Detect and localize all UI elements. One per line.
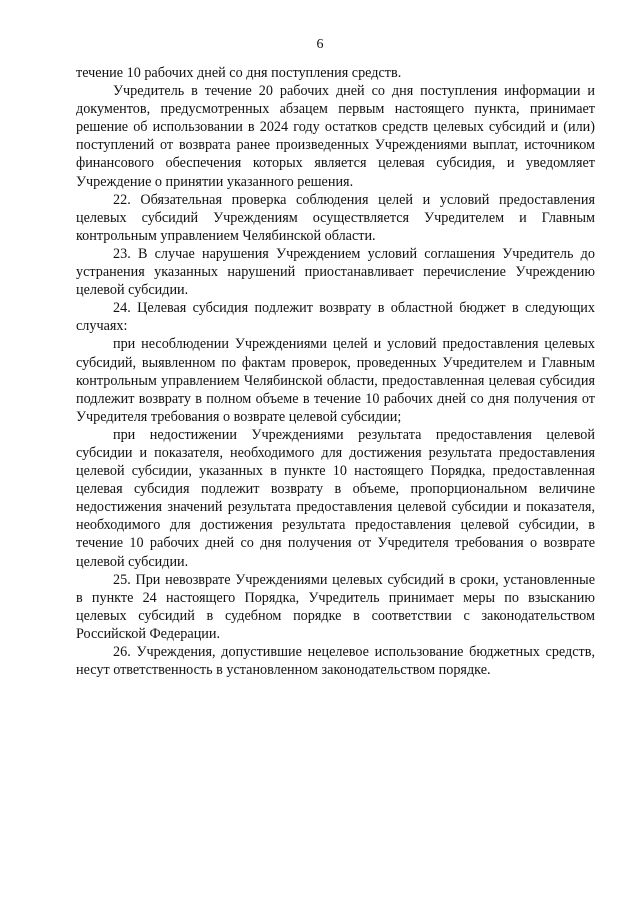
paragraph-23: 23. В случае нарушения Учреждением условий соглашения Учредитель до устранения указанных нарушений приостанавливает перечисление Учреждению целевой субсидии. bbox=[76, 245, 595, 299]
paragraph-24-case-1: при несоблюдении Учреждениями целей и условий предоставления целевых субсидий, выявленном по фактам проверок, проведенных Учредителем и Главным контрольным управлением Челябинской области, предоставленная целевая субсидия подлежит возврату в полном объеме в течение 10 рабочих дней со дня получения от Учредителя требования о возврате целевой субсидии; bbox=[76, 336, 595, 425]
document-body bbox=[76, 64, 595, 679]
paragraph-continuation: течение 10 рабочих дней со дня поступления средств. bbox=[76, 65, 402, 81]
paragraph-25: 25. При невозврате Учреждениями целевых субсидий в сроки, установленные в пункте 24 настоящего Порядка, Учредитель принимает меры по взысканию целевых субсидий в судебном порядке в соответствии с законодательством Российской Федерации. bbox=[76, 571, 595, 642]
paragraph-24: 24. Целевая субсидия подлежит возврату в областной бюджет в следующих случаях: bbox=[76, 300, 595, 335]
paragraph-26: 26. Учреждения, допустившие нецелевое использование бюджетных средств, несут ответственность в установленном законодательством порядке. bbox=[76, 644, 595, 679]
paragraph-22: 22. Обязательная проверка соблюдения целей и условий предоставления целевых субсидий Учреждениям осуществляется Учредителем и Главным контрольным управлением Челябинской области. bbox=[76, 191, 595, 244]
paragraph-24-case-2: при недостижении Учреждениями результата предоставления целевой субсидии и показателя, необходимого для достижения результата предоставления целевой субсидии, указанных в пункте 10 настоящего Порядка, предоставленная целевая субсидия подлежит возврату в объеме, пропорциональном величине недостижения значений результата предоставления целевой субсидии и показателя, необходимого для достижения результата предоставления целевой субсидии, в течение 10 рабочих дней со дня получения от Учредителя требования о возврате целевой субсидии. bbox=[76, 426, 595, 570]
page-number: 6 bbox=[316, 37, 324, 52]
paragraph-founder-decision: Учредитель в течение 20 рабочих дней со дня поступления информации и документов, предусмотренных абзацем первым настоящего пункта, принимает решение об использовании в 2024 году остатков средств целевых субсидий и (или) поступлений от возврата ранее произведенных Учреждениями выплат, источником финансового обеспечения которых является целевая субсидия, и уведомляет Учреждение о принятии указанного решения. bbox=[76, 83, 595, 190]
